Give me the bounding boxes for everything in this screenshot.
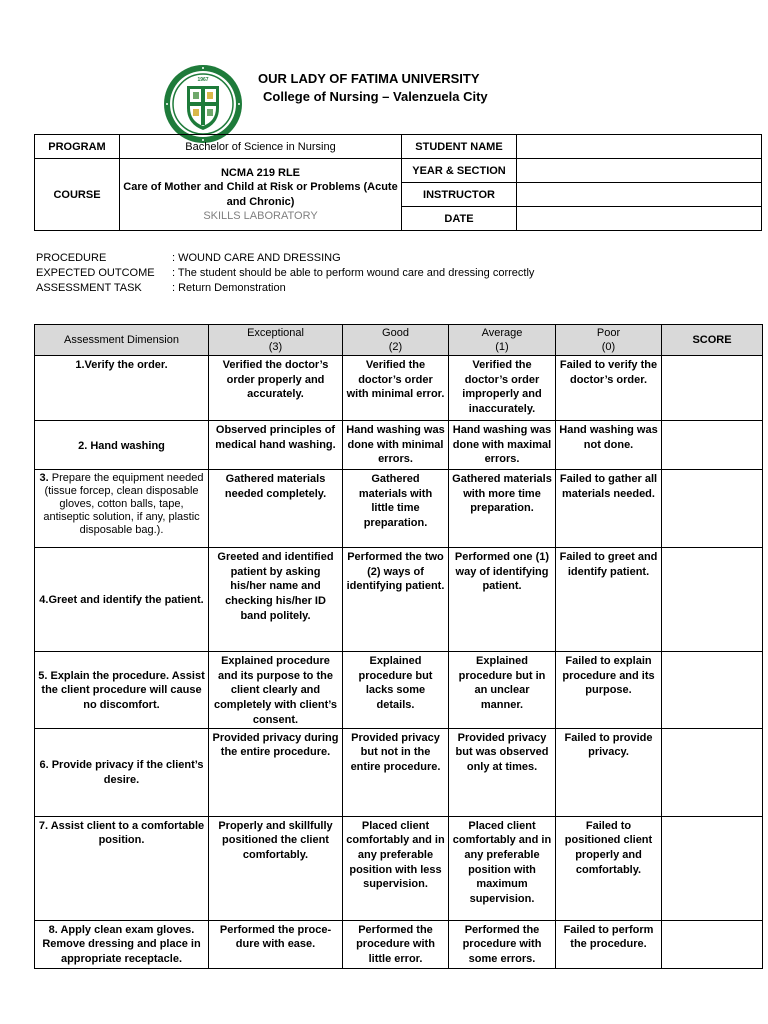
- date-label: DATE: [402, 207, 517, 231]
- score-cell[interactable]: [662, 652, 763, 729]
- dimension-text: Prepare the equipment needed (tissue forcep, clean disposable gloves, cotton balls, tape, antiseptic solution, if any, plastic disposable bag.).: [43, 472, 204, 536]
- course-code: NCMA 219 RLE: [220, 166, 301, 179]
- average-cell: Hand washing was done with maximal errors.: [449, 421, 556, 470]
- dimension-number: 3.: [39, 472, 49, 484]
- instructor-label: INSTRUCTOR: [402, 183, 517, 207]
- good-cell: Performed the two (2) ways of identifying patient.: [343, 548, 449, 652]
- table-row: [35, 548, 763, 652]
- course-title: Care of Mother and Child at Risk or Problems (Acute and Chronic): [123, 181, 398, 208]
- header-average-points: (1): [495, 341, 509, 353]
- header-average-label: Average: [481, 327, 523, 339]
- dimension-cell: 2. Hand washing: [35, 421, 209, 470]
- course-label: COURSE: [35, 159, 120, 231]
- dimension-cell: 5. Explain the procedure. Assist the client procedure will cause no discomfort.: [35, 652, 209, 729]
- score-cell[interactable]: [662, 356, 763, 421]
- assessment-task-key: ASSESSMENT TASK: [36, 282, 142, 294]
- average-cell: Performed one (1) way of identifying patient.: [449, 548, 556, 652]
- header-good-points: (2): [388, 341, 403, 353]
- student-name-field[interactable]: [517, 135, 762, 159]
- header-good-label: Good: [382, 327, 409, 339]
- header-score: SCORE: [662, 325, 763, 356]
- expected-outcome-key: EXPECTED OUTCOME: [36, 267, 155, 279]
- score-cell[interactable]: [662, 421, 763, 470]
- poor-cell: Failed to verify the doctor’s order.: [556, 356, 662, 421]
- exceptional-cell: Verified the doctor’s order properly and accurately.: [209, 356, 343, 421]
- poor-cell: Failed to greet and identify patient.: [556, 548, 662, 652]
- good-cell: Placed client comfortably and in any preferable position with less supervision.: [343, 816, 449, 920]
- good-cell: Verified the doctor’s order with minimal error.: [343, 356, 449, 421]
- rubric-table: [34, 324, 763, 969]
- program-label: PROGRAM: [35, 135, 120, 159]
- good-cell: Gathered materials with little time preparation.: [343, 470, 449, 548]
- table-row: [35, 421, 763, 470]
- table-row: [35, 816, 763, 920]
- score-cell[interactable]: [662, 816, 763, 920]
- header-average: [449, 325, 556, 356]
- procedure-value: : WOUND CARE AND DRESSING: [172, 252, 341, 264]
- dimension-cell: 7. Assist client to a comfortable position.: [35, 816, 209, 920]
- dimension-cell: 1.Verify the order.: [35, 356, 209, 421]
- average-cell: Gathered materials with more time preparation.: [449, 470, 556, 548]
- good-cell: Explained procedure but lacks some details.: [343, 652, 449, 729]
- score-cell[interactable]: [662, 728, 763, 816]
- average-cell: Placed client comfortably and in any preferable position with maximum supervision.: [449, 816, 556, 920]
- header-assessment-dimension: Assessment Dimension: [35, 325, 209, 356]
- average-cell: Verified the doctor’s order improperly and inaccurately.: [449, 356, 556, 421]
- average-cell: Provided privacy but was observed only at times.: [449, 728, 556, 816]
- college-name: College of Nursing – Valenzuela City: [263, 89, 488, 104]
- header-poor-points: (0): [601, 341, 616, 353]
- table-row: [35, 920, 763, 968]
- dimension-cell: [35, 470, 209, 548]
- exceptional-cell: Greeted and identified patient by asking his/her name and checking his/her ID band politely.: [209, 548, 343, 652]
- course-subtitle: SKILLS LABORATORY: [203, 210, 318, 222]
- procedure-key: PROCEDURE: [36, 252, 107, 264]
- course-detail: [120, 159, 402, 231]
- header-good: [343, 325, 449, 356]
- instructor-field[interactable]: [517, 183, 762, 207]
- header-exceptional: [209, 325, 343, 356]
- good-cell: Performed the procedure with little error.: [343, 920, 449, 968]
- seal-year: 1967: [197, 77, 209, 83]
- dimension-cell: 8. Apply clean exam gloves. Remove dressing and place in appropriate receptacle.: [35, 920, 209, 968]
- exceptional-cell: Provided privacy during the entire procedure.: [209, 728, 343, 816]
- exceptional-cell: Properly and skillfully positioned the client comfortably.: [209, 816, 343, 920]
- score-cell[interactable]: [662, 470, 763, 548]
- good-cell: Provided privacy but not in the entire procedure.: [343, 728, 449, 816]
- exceptional-cell: Performed the proce-dure with ease.: [209, 920, 343, 968]
- header-poor: [556, 325, 662, 356]
- date-field[interactable]: [517, 207, 762, 231]
- poor-cell: Hand washing was not done.: [556, 421, 662, 470]
- university-name: OUR LADY OF FATIMA UNIVERSITY: [258, 71, 480, 86]
- table-row: [35, 728, 763, 816]
- table-row: [35, 470, 763, 548]
- score-cell[interactable]: [662, 548, 763, 652]
- university-seal-logo: [163, 64, 243, 144]
- year-section-field[interactable]: [517, 159, 762, 183]
- student-info-table: [34, 134, 762, 231]
- exceptional-cell: Observed principles of medical hand washing.: [209, 421, 343, 470]
- poor-cell: Failed to perform the procedure.: [556, 920, 662, 968]
- dimension-cell: 6. Provide privacy if the client’s desire.: [35, 728, 209, 816]
- good-cell: Hand washing was done with minimal errors.: [343, 421, 449, 470]
- average-cell: Performed the procedure with some errors.: [449, 920, 556, 968]
- average-cell: Explained procedure but in an unclear manner.: [449, 652, 556, 729]
- score-cell[interactable]: [662, 920, 763, 968]
- exceptional-cell: Gathered materials needed completely.: [209, 470, 343, 548]
- table-row: [35, 356, 763, 421]
- student-name-label: STUDENT NAME: [402, 135, 517, 159]
- table-row: [35, 652, 763, 729]
- poor-cell: Failed to positioned client properly and comfortably.: [556, 816, 662, 920]
- poor-cell: Failed to gather all materials needed.: [556, 470, 662, 548]
- program-value: Bachelor of Science in Nursing: [120, 135, 402, 159]
- year-section-label: YEAR & SECTION: [402, 159, 517, 183]
- poor-cell: Failed to explain procedure and its purpose.: [556, 652, 662, 729]
- header-poor-label: Poor: [596, 327, 621, 339]
- dimension-cell: 4.Greet and identify the patient.: [35, 548, 209, 652]
- assessment-task-value: : Return Demonstration: [172, 282, 286, 294]
- header-exceptional-label: Exceptional: [247, 327, 304, 339]
- exceptional-cell: Explained procedure and its purpose to the client clearly and completely with client’s consent.: [209, 652, 343, 729]
- expected-outcome-value: : The student should be able to perform wound care and dressing correctly: [172, 267, 535, 279]
- poor-cell: Failed to provide privacy.: [556, 728, 662, 816]
- header-exceptional-points: (3): [268, 341, 283, 353]
